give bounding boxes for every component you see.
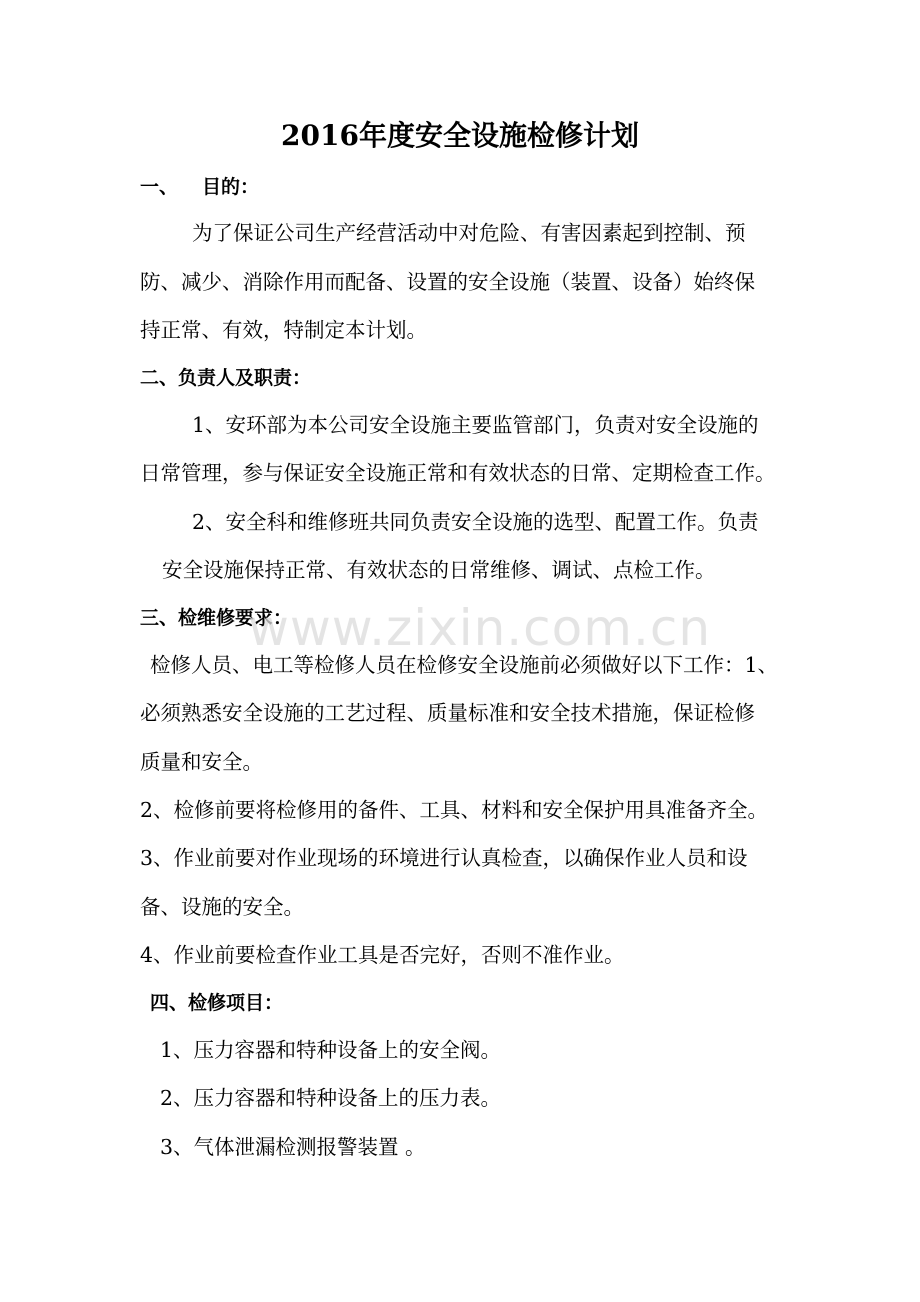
paragraph-line: 1、安环部为本公司安全设施主要监管部门，负责对安全设施的: [192, 413, 759, 437]
paragraph-line: 为了保证公司生产经营活动中对危险、有害因素起到控制、预: [192, 221, 746, 245]
paragraph-line: 备、设施的安全。: [140, 895, 304, 919]
paragraph-line: 防、减少、消除作用而配备、设置的安全设施（装置、设备）始终保: [140, 270, 755, 294]
paragraph-line: 持正常、有效，特制定本计划。: [140, 318, 427, 342]
paragraph-line: 2、安全科和维修班共同负责安全设施的选型、配置工作。负责: [192, 510, 759, 534]
section-heading-purpose-text: 目的：: [202, 176, 260, 198]
list-item: 3、气体泄漏检测报警装置 。: [160, 1135, 426, 1159]
section-heading-purpose-number: 一、: [140, 176, 179, 198]
section-heading-items: 四、检修项目：: [150, 992, 284, 1014]
paragraph-line: 检修人员、电工等检修人员在检修安全设施前必须做好以下工作：1、: [150, 653, 779, 677]
paragraph-line: 3、作业前要对作业现场的环境进行认真检查，以确保作业人员和设: [140, 846, 748, 870]
paragraph-line: 质量和安全。: [140, 750, 263, 774]
list-item: 2、压力容器和特种设备上的压力表。: [160, 1086, 502, 1110]
section-heading-responsibility: 二、负责人及职责：: [140, 367, 312, 389]
document-title: 2016年度安全设施检修计划: [281, 119, 639, 152]
list-item: 1、压力容器和特种设备上的安全阀。: [160, 1038, 502, 1062]
paragraph-line: 安全设施保持正常、有效状态的日常维修、调试、点检工作。: [162, 558, 716, 582]
paragraph-line: 2、检修前要将检修用的备件、工具、材料和安全保护用具准备齐全。: [140, 798, 769, 822]
paragraph-line: 4、作业前要检查作业工具是否完好，否则不准作业。: [140, 943, 625, 967]
paragraph-line: 日常管理，参与保证安全设施正常和有效状态的日常、定期检查工作。: [140, 461, 776, 485]
section-heading-requirements: 三、检维修要求：: [140, 607, 293, 629]
watermark: www.zixin.com.cn: [248, 599, 712, 657]
paragraph-line: 必须熟悉安全设施的工艺过程、质量标准和安全技术措施，保证检修: [140, 701, 755, 725]
section-heading-purpose: [140, 172, 259, 202]
